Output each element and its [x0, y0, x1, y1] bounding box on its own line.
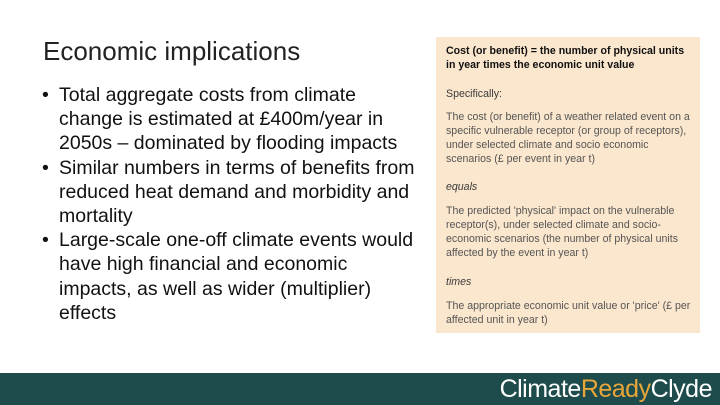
bullet-marker: •: [42, 84, 49, 106]
formula-panel: [436, 37, 700, 333]
panel-specifically: Specifically:: [446, 88, 502, 100]
bullet-item: [42, 83, 422, 156]
panel-paragraph-price: The appropriate economic unit value or 'price' (£ per affected unit in year t): [446, 300, 691, 326]
bullet-item: [42, 228, 422, 325]
brand-logo-part-climate: Climate: [499, 375, 581, 403]
slide-title: Economic implications: [43, 36, 301, 66]
bullet-text: Total aggregate costs from climate change is estimated at £400m/year in 2050s – dominated by flooding impacts: [59, 84, 398, 155]
bullet-text: Large-scale one-off climate events would have high financial and economic impacts, as well as wider (multiplier) effects: [59, 229, 414, 324]
footer-bar: [0, 373, 720, 405]
panel-equals: equals: [446, 181, 478, 193]
panel-paragraph-cost: The cost (or benefit) of a weather related event on a specific vulnerable receptor (or group of receptors), under selected climate and socio economic scenarios (£ per event in year t): [446, 111, 690, 165]
panel-times: times: [446, 276, 472, 288]
bullet-list: [42, 83, 422, 325]
panel-heading: Cost (or benefit) = the number of physical units in year times the economic unit value: [446, 45, 685, 71]
bullet-text: Similar numbers in terms of benefits from reduced heat demand and morbidity and mortality: [59, 156, 415, 228]
brand-logo-part-ready: Ready: [580, 375, 651, 403]
brand-logo: [500, 375, 712, 404]
bullet-marker: •: [42, 156, 49, 179]
brand-logo-part-clyde: Clyde: [650, 375, 712, 403]
panel-paragraph-impact: The predicted 'physical' impact on the vulnerable receptor(s), under selected climate and socio-economic scenarios (the number of physical units affected by the event in year t): [446, 205, 678, 259]
bullet-item: [42, 156, 422, 229]
bullet-marker: •: [42, 229, 49, 252]
